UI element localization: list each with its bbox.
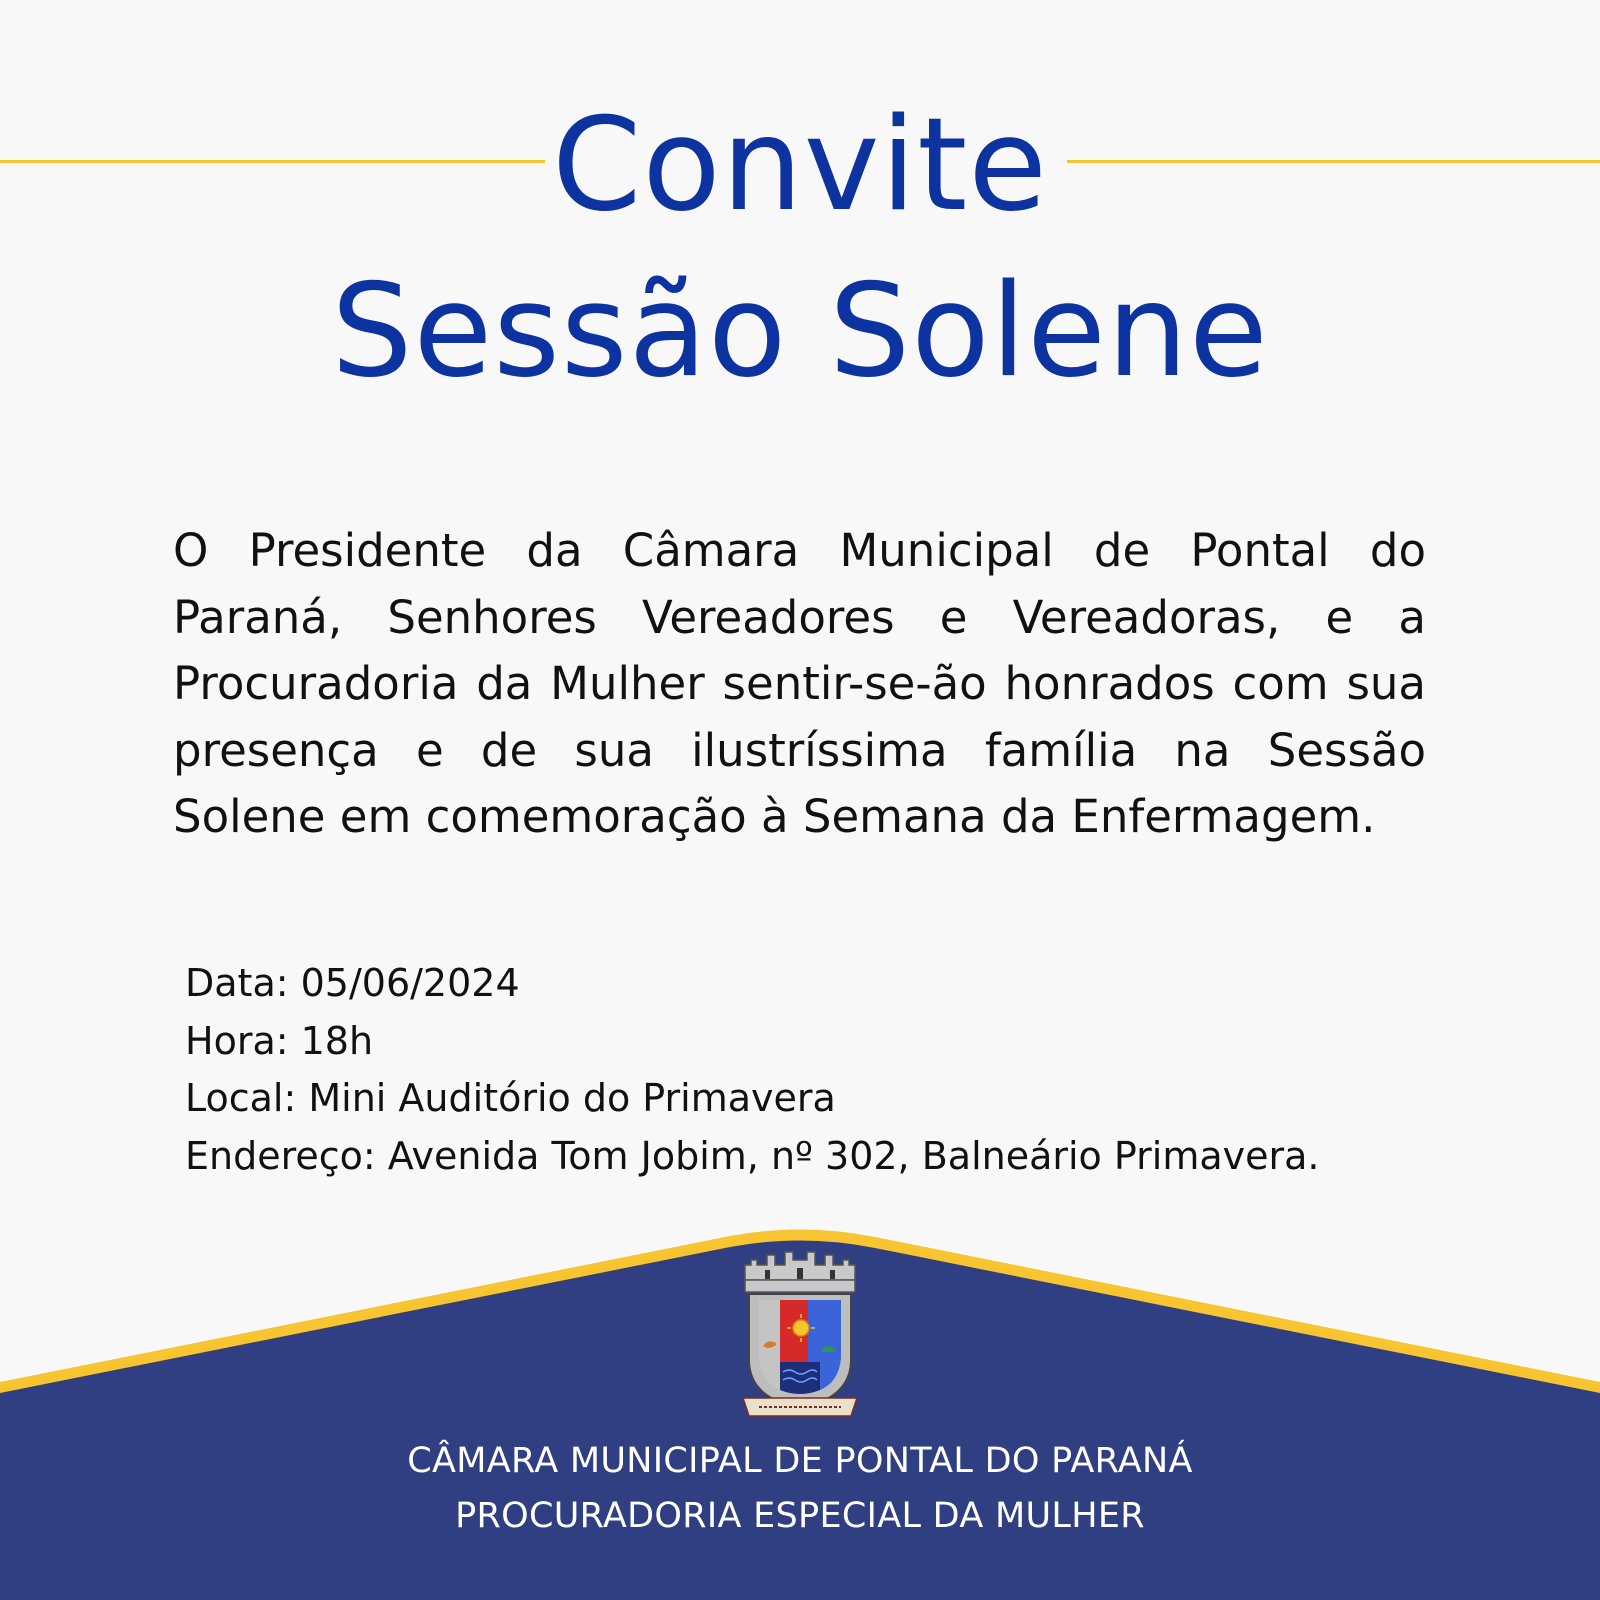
event-address: Endereço: Avenida Tom Jobim, nº 302, Balneário Primavera. xyxy=(185,1133,1320,1178)
event-time: Hora: 18h xyxy=(185,1018,374,1063)
title-convite: Convite xyxy=(551,91,1049,240)
invitation-paragraph: O Presidente da Câmara Municipal de Pontal do Paraná, Senhores Vereadores e Vereadoras, e a Procuradoria da Mulher sentir-se-ão honrados com sua presença e de sua ilustríssima família na Sessão Solene em comemoração à Semana da Enfermagem. xyxy=(173,524,1426,843)
footer-institution: CÂMARA MUNICIPAL DE PONTAL DO PARANÁ xyxy=(407,1441,1193,1481)
coat-of-arms-icon xyxy=(735,1240,865,1420)
title-sessao-solene: Sessão Solene xyxy=(331,257,1269,406)
event-place: Local: Mini Auditório do Primavera xyxy=(185,1076,836,1120)
footer-department: PROCURADORIA ESPECIAL DA MULHER xyxy=(455,1496,1145,1536)
event-date: Data: 05/06/2024 xyxy=(185,961,520,1005)
